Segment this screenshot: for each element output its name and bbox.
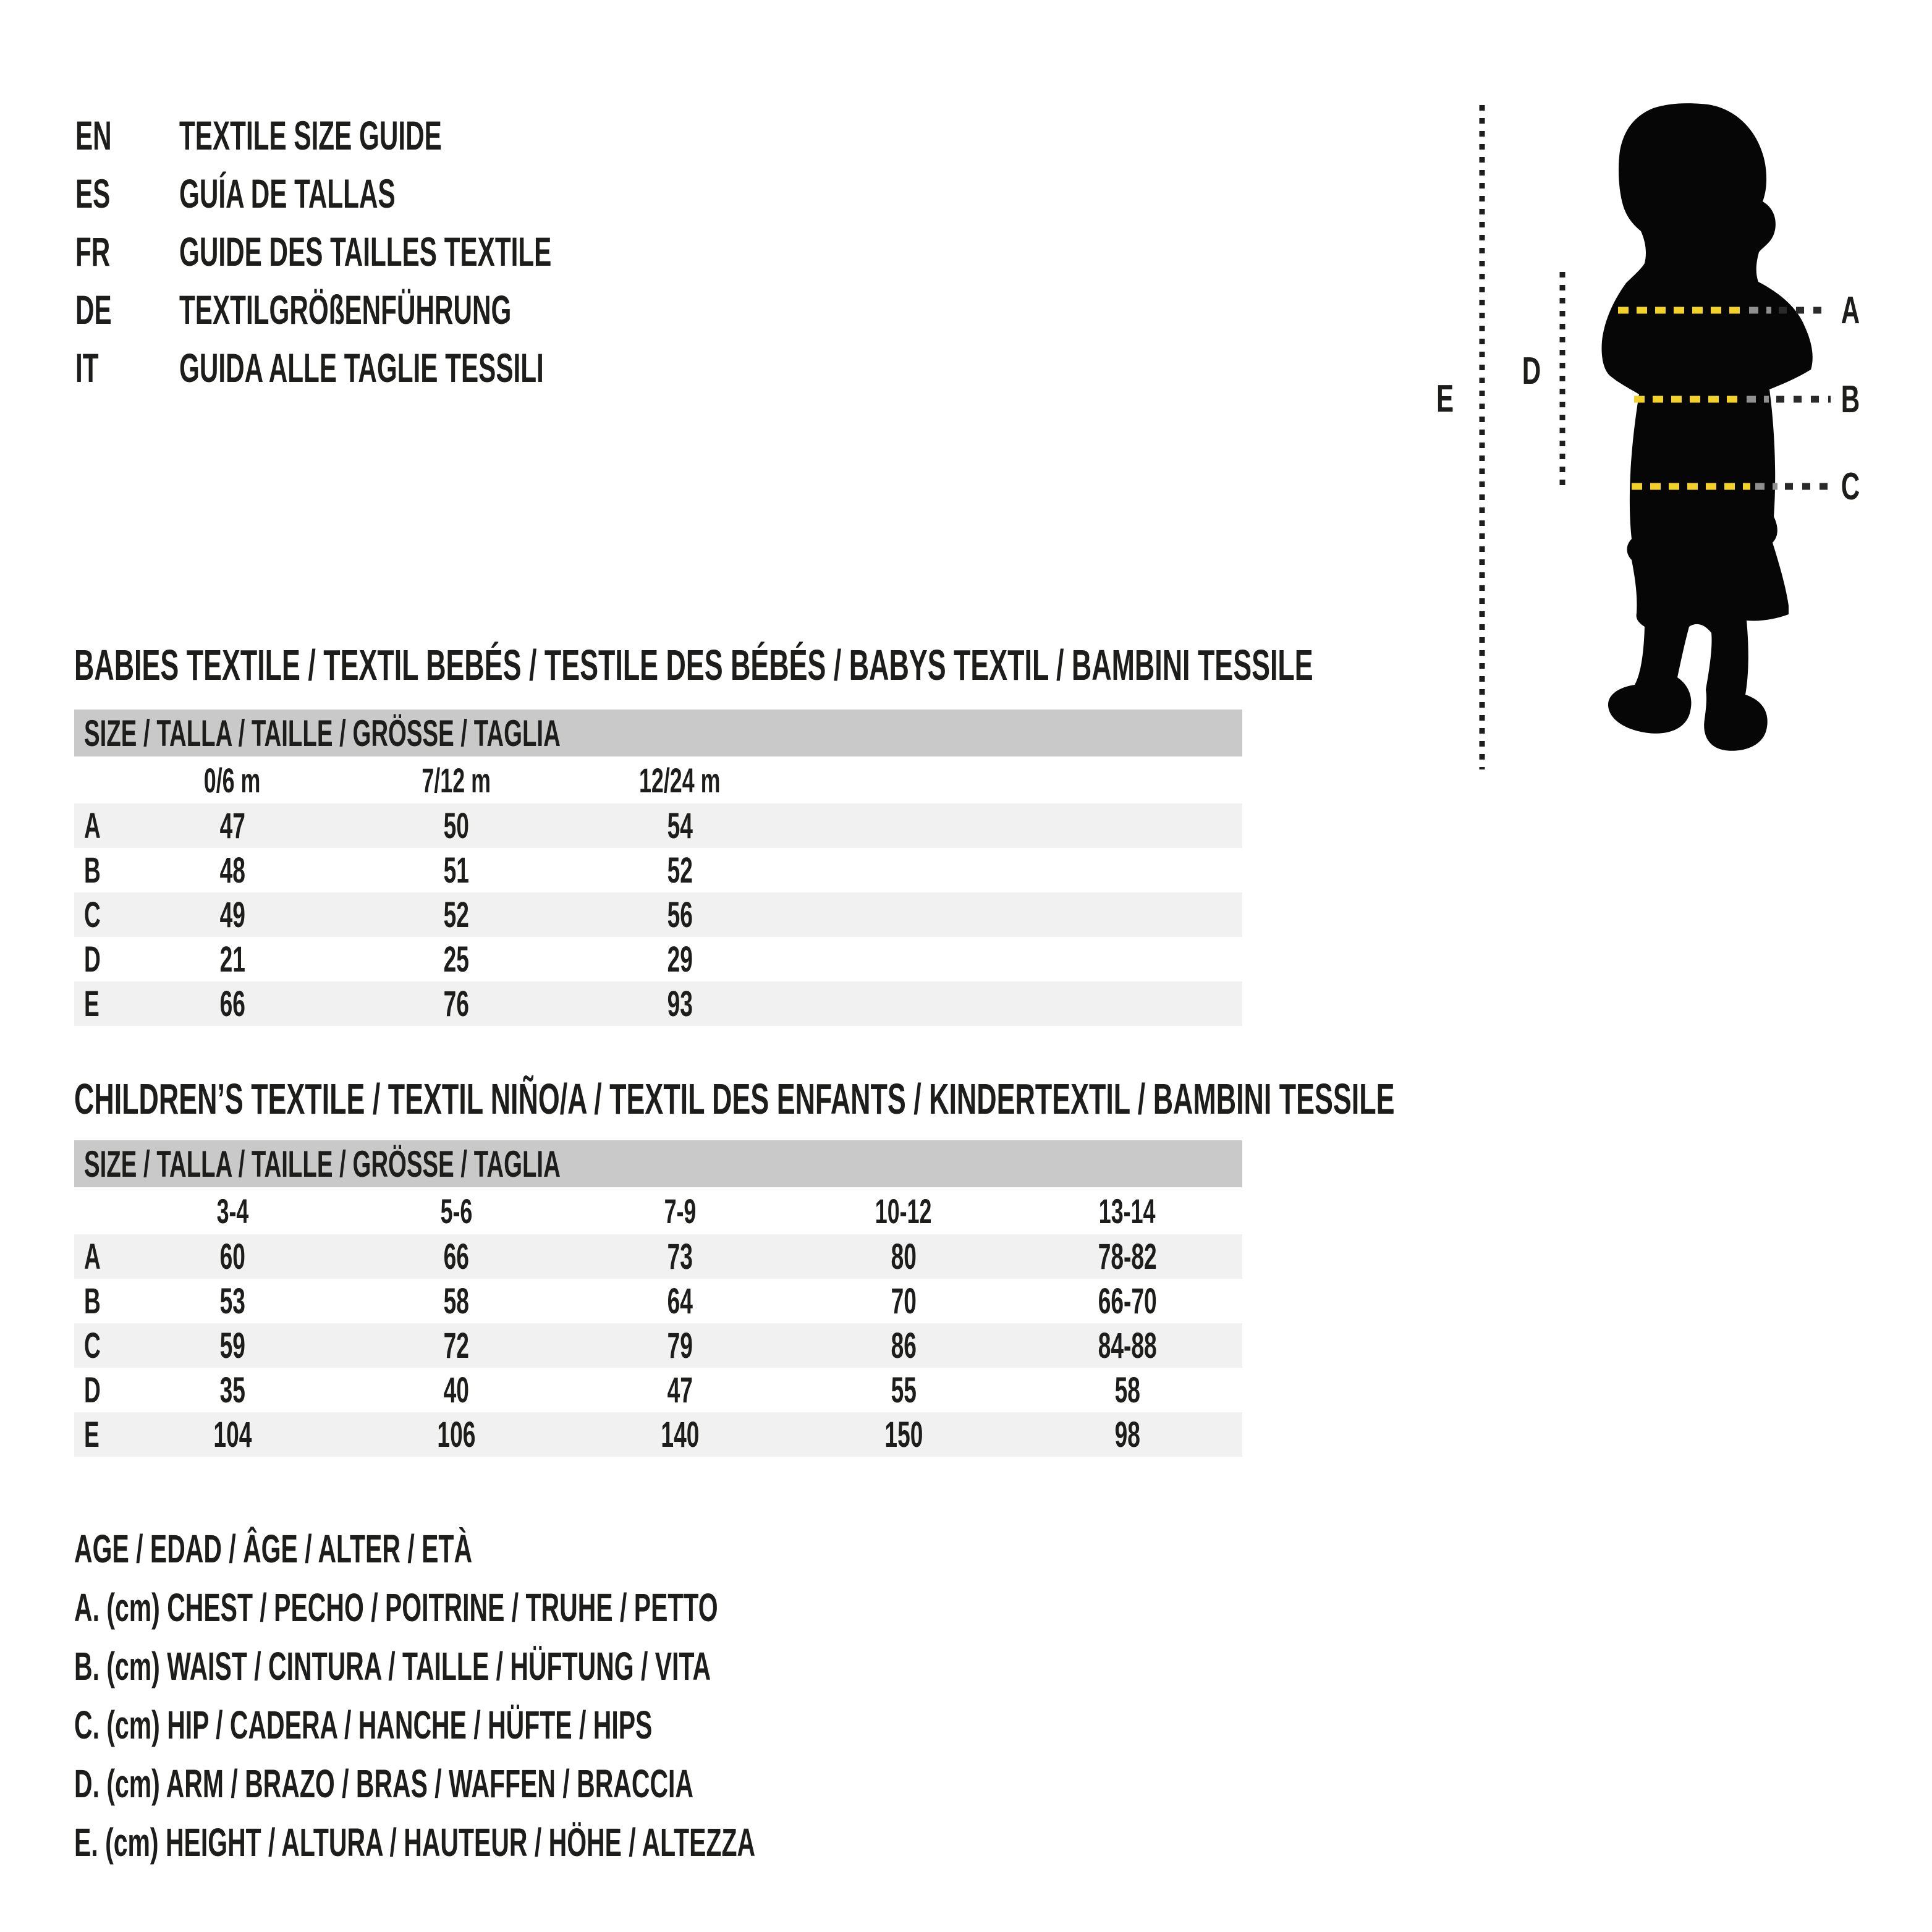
legend-waist-line: B. (cm) WAIST / CINTURA / TAILLE / HÜFTUNG / VITA (74, 1643, 711, 1688)
babies-col-12-24m: 12/24 m (639, 760, 721, 800)
babies-col-7-12m: 7/12 m (422, 760, 491, 800)
legend-age-line: AGE / EDAD / ÂGE / ALTER / ETÀ (74, 1526, 473, 1571)
legend-chest-line: A. (cm) CHEST / PECHO / POITRINE / TRUHE / PETTO (74, 1585, 718, 1630)
figure-label-b: B (1841, 378, 1860, 422)
children-col-3-4: 3-4 (216, 1191, 248, 1231)
babies-size-table (74, 710, 1242, 1026)
lang-title-fr: GUIDE DES TAILLES TEXTILE (179, 229, 552, 274)
figure-label-e: E (1436, 378, 1454, 421)
children-col-13-14: 13-14 (1099, 1191, 1156, 1231)
children-column-header-row (74, 1187, 1242, 1234)
language-row-en (75, 106, 761, 164)
lang-title-en: TEXTILE SIZE GUIDE (179, 112, 442, 158)
children-row-e: E 104 106 140 150 98 (74, 1412, 1242, 1457)
lang-title-it: GUIDA ALLE TAGLIE TESSILI (179, 345, 544, 391)
language-row-de (75, 281, 761, 339)
children-size-header-bar: SIZE / TALLA / TAILLE / GRÖSSE / TAGLIA (74, 1140, 1242, 1187)
lang-code-it: IT (75, 345, 99, 391)
language-title-list (75, 106, 761, 397)
lang-title-es: GUÍA DE TALLAS (179, 171, 396, 216)
legend-height-line: E. (cm) HEIGHT / ALTURA / HAUTEUR / HÖHE / ALTEZZA (74, 1820, 756, 1865)
children-row-c: C 59 72 79 86 84-88 (74, 1323, 1242, 1368)
language-row-es (75, 164, 761, 222)
language-row-it (75, 339, 761, 397)
legend-arm-line: D. (cm) ARM / BRAZO / BRAS / WAFFEN / BRACCIA (74, 1761, 693, 1806)
babies-col-0-6m: 0/6 m (204, 760, 261, 800)
children-col-10-12: 10-12 (875, 1191, 932, 1231)
babies-column-header-row (74, 756, 1242, 803)
children-section-heading: CHILDREN’S TEXTILE / TEXTIL NIÑO/A / TEXTIL DES ENFANTS / KINDERTEXTIL / BAMBINI TESSILE (74, 1075, 1395, 1123)
children-size-table (74, 1140, 1242, 1457)
babies-section-heading: BABIES TEXTILE / TEXTIL BEBÉS / TESTILE DES BÉBÉS / BABYS TEXTIL / BAMBINI TESSILE (74, 641, 1313, 689)
babies-row-b: B 48 51 52 (84, 850, 693, 891)
lang-code-en: EN (75, 112, 112, 158)
babies-size-header-bar: SIZE / TALLA / TAILLE / GRÖSSE / TAGLIA (74, 710, 1242, 756)
figure-label-a: A (1841, 289, 1860, 333)
babies-row-c: C 49 52 56 (74, 892, 1242, 937)
language-row-fr (75, 222, 761, 281)
legend-hip-line: C. (cm) HIP / CADERA / HANCHE / HÜFTE / HIPS (74, 1702, 653, 1747)
children-col-5-6: 5-6 (440, 1191, 472, 1231)
lang-code-fr: FR (75, 229, 111, 274)
figure-label-d: D (1522, 350, 1541, 393)
children-col-7-9: 7-9 (664, 1191, 696, 1231)
lang-title-de: TEXTILGRÖßENFÜHRUNG (179, 287, 512, 333)
lang-code-es: ES (75, 171, 111, 216)
babies-row-e: E 66 76 93 (74, 981, 1242, 1026)
children-row-a: A 60 66 73 80 78-82 (74, 1234, 1242, 1279)
measurement-legend (74, 1519, 1138, 1871)
babies-row-d: D 21 25 29 (84, 939, 693, 980)
children-row-b: B 53 58 64 70 66-70 (84, 1281, 1157, 1321)
lang-code-de: DE (75, 287, 112, 333)
babies-row-a: A 47 50 54 (74, 803, 1242, 848)
figure-label-c: C (1841, 465, 1860, 509)
children-row-d: D 35 40 47 55 58 (84, 1370, 1140, 1410)
